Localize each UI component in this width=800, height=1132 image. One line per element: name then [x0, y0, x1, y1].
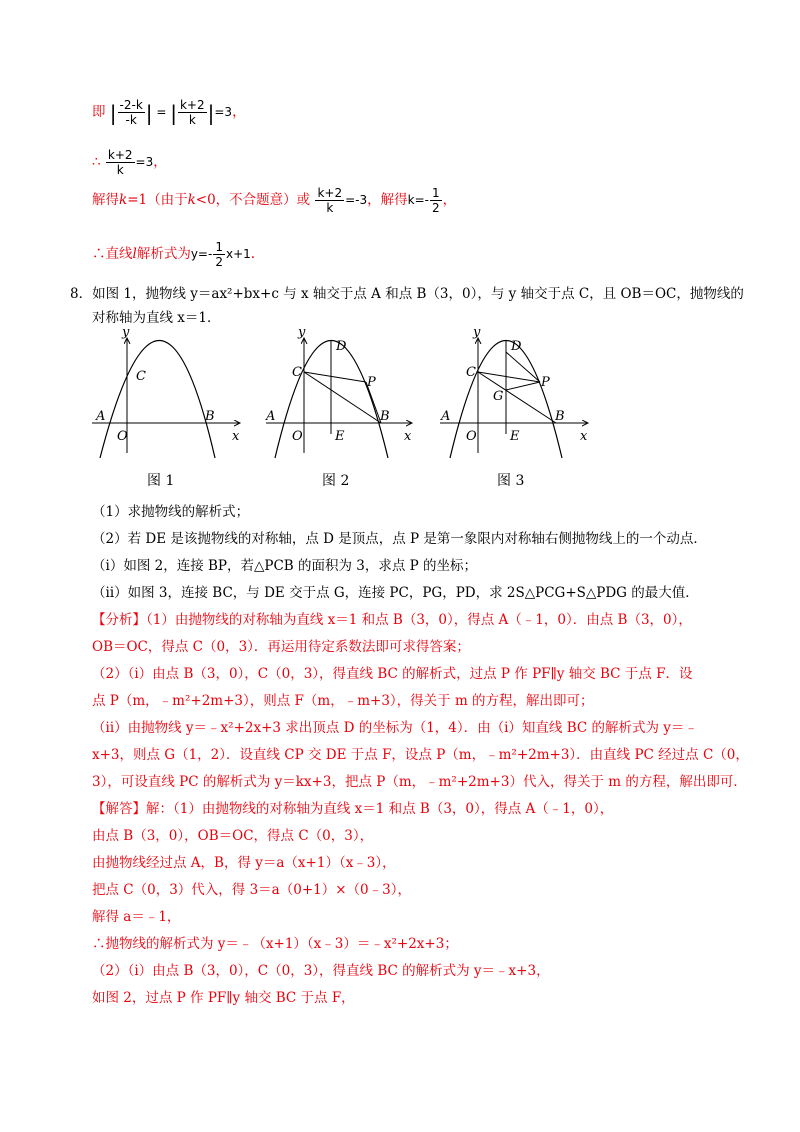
comma: ，	[232, 104, 246, 120]
var: l	[132, 246, 137, 262]
label-C: C	[466, 365, 476, 380]
label-A: A	[266, 409, 276, 424]
text: ∴直线	[92, 246, 133, 262]
label-B: B	[205, 409, 215, 424]
figure-2	[265, 328, 412, 458]
equals: =-3	[345, 193, 368, 207]
fraction: $\frac{k+2}{k}$	[317, 186, 343, 215]
solution-step-4: 把点 C（0，3）代入，得 3＝a（0+1）×（0﹣3），	[92, 882, 411, 898]
figure-1-caption: 图 1	[147, 473, 175, 489]
solution-step-6: ∴抛物线的解析式为 y＝﹣（x+1）（x﹣3）＝﹣x²+2x+3；	[92, 936, 458, 952]
segment-CP	[304, 372, 366, 382]
label-P: P	[367, 375, 376, 390]
label-A: A	[441, 409, 451, 424]
comma: ，	[153, 154, 167, 170]
fraction: $\frac{-2-k}{-k}$	[119, 98, 143, 127]
abs-bar: |	[145, 100, 153, 125]
solution-step-3: 由抛物线经过点 A，B，得 y＝a（x+1）（x﹣3），	[92, 855, 396, 871]
tail: x+1	[225, 247, 251, 261]
text: =1（由于	[127, 192, 188, 208]
label-y: y	[473, 328, 481, 340]
solution-step-8: 如图 2，过点 P 作 PF∥y 轴交 BC 于点 F，	[92, 990, 355, 1006]
line1-prefix: 即	[92, 104, 106, 120]
problem-line-2	[92, 306, 221, 326]
therefore-symbol: ∴	[92, 154, 101, 170]
segment-GP	[506, 382, 540, 390]
figure-3	[440, 328, 588, 458]
label-y: y	[122, 328, 130, 340]
text: 解析式为	[136, 246, 191, 262]
k-eq: k=-	[407, 193, 429, 207]
label-y: y	[298, 328, 306, 340]
analysis-line-7: 3），可设直线 PC 的解析式为 y＝kx+3，把点 P（m，﹣m²+2m+3）代入，得关于 m 的方程，解出即可．	[92, 774, 747, 790]
label-B: B	[555, 409, 565, 424]
figure-2-caption: 图 2	[322, 473, 350, 489]
label-A: A	[96, 409, 106, 424]
abs-bar: |	[207, 100, 215, 125]
analysis-line-1	[92, 608, 692, 628]
analysis-text: （1）由抛物线的对称轴为直线 x＝1 和点 B（3，0），得点 A（﹣1，0）．由点 B（3，0），	[146, 612, 692, 628]
var: k	[187, 192, 196, 208]
solution-tag: 【解答】	[92, 801, 146, 817]
solution-line-1	[92, 98, 246, 127]
figure-1	[92, 328, 240, 458]
dot: .	[250, 246, 256, 262]
var: k	[119, 192, 128, 208]
comma: ，	[442, 192, 457, 208]
solution-step-1	[92, 797, 613, 817]
y-eq: y=-	[190, 247, 213, 261]
solution-step-7: （2）（ⅰ）由点 B（3，0），C（0，3），得直线 BC 的解析式为 y＝﹣x+3，	[92, 963, 550, 979]
label-E: E	[510, 429, 520, 444]
fraction: $\frac{1}{2}$	[215, 240, 223, 269]
label-E: E	[335, 429, 345, 444]
problem-number: 8．	[70, 286, 93, 302]
label-D: D	[336, 339, 347, 354]
problem-text: 对称轴为直线 x＝1．	[92, 310, 221, 326]
fraction: $\frac{k+2}{k}$	[179, 98, 205, 127]
question-2-ii: （ⅱ）如图 3，连接 BC，与 DE 交于点 G，连接 PC，PG，PD，求 2S△PCG+S△PDG 的最大值．	[92, 585, 699, 601]
analysis-tag: 【分析】	[92, 612, 146, 628]
solution-line-3	[92, 186, 456, 215]
equals-3: =3	[214, 105, 233, 119]
label-C: C	[136, 369, 146, 384]
problem-line-1	[70, 282, 744, 302]
label-O: O	[466, 429, 477, 444]
analysis-line-5: （ⅱ）由抛物线 y＝﹣x²+2x+3 求出顶点 D 的坐标为（1，4）．由（ⅰ）知直线 BC 的解析式为 y＝﹣	[92, 720, 698, 736]
label-x: x	[580, 429, 588, 444]
analysis-line-3: （2）（ⅰ）由点 B（3，0），C（0，3），得直线 BC 的解析式，过点 P 作 PF∥y 轴交 BC 于点 F．设	[92, 666, 693, 682]
solution-step-2: 由点 B（3，0），OB＝OC，得点 C（0，3），	[92, 828, 374, 844]
question-2-i: （ⅰ）如图 2，连接 BP，若△PCB 的面积为 3，求点 P 的坐标；	[92, 558, 478, 574]
label-x: x	[232, 429, 240, 444]
equals-3: =3	[135, 155, 154, 169]
label-B: B	[380, 409, 390, 424]
label-D: D	[511, 339, 522, 354]
abs-bar: |	[170, 100, 177, 125]
label-C: C	[292, 365, 302, 380]
figure-3-caption: 图 3	[497, 473, 525, 489]
text: <0，不合题意）或	[195, 192, 311, 208]
analysis-line-4: 点 P（m，﹣m²+2m+3），则点 F（m，﹣m+3），得关于 m 的方程，解出即可；	[92, 693, 594, 709]
problem-text: 如图 1，抛物线 y＝ax²+bx+c 与 x 轴交于点 A 和点 B（3，0），与 y 轴交于点 C，且 OB＝OC，抛物线的	[92, 286, 744, 302]
equals: =	[152, 105, 171, 119]
fraction: $\frac{1}{2}$	[432, 186, 440, 215]
solution-line-4	[92, 240, 255, 269]
analysis-line-6: x+3，则点 G（1，2）．设直线 CP 交 DE 于点 F，设点 P（m，﹣m²+2m+3）．由直线 PC 经过点 C（0，	[92, 747, 749, 763]
solution-text: 解：（1）由抛物线的对称轴为直线 x＝1 和点 B（3，0），得点 A（﹣1，0），	[146, 801, 614, 817]
text: ，解得	[367, 192, 408, 208]
fraction: $\frac{k+2}{k}$	[107, 148, 133, 177]
solution-line-2	[92, 148, 167, 177]
question-1: （1）求抛物线的解析式；	[92, 504, 250, 520]
label-O: O	[292, 429, 303, 444]
abs-bar: |	[109, 100, 117, 125]
label-O: O	[117, 429, 128, 444]
analysis-line-2: OB＝OC，得点 C（0，3）．再运用待定系数法即可求得答案；	[92, 639, 470, 655]
label-G: G	[493, 389, 504, 404]
figures	[0, 328, 800, 488]
solution-step-5: 解得 a＝﹣1，	[92, 909, 181, 925]
label-P: P	[541, 375, 550, 390]
text: 解得	[92, 192, 119, 208]
label-x: x	[404, 429, 412, 444]
question-2: （2）若 DE 是该抛物线的对称轴，点 D 是顶点，点 P 是第一象限内对称轴右侧抛物线上的一个动点．	[92, 531, 707, 547]
